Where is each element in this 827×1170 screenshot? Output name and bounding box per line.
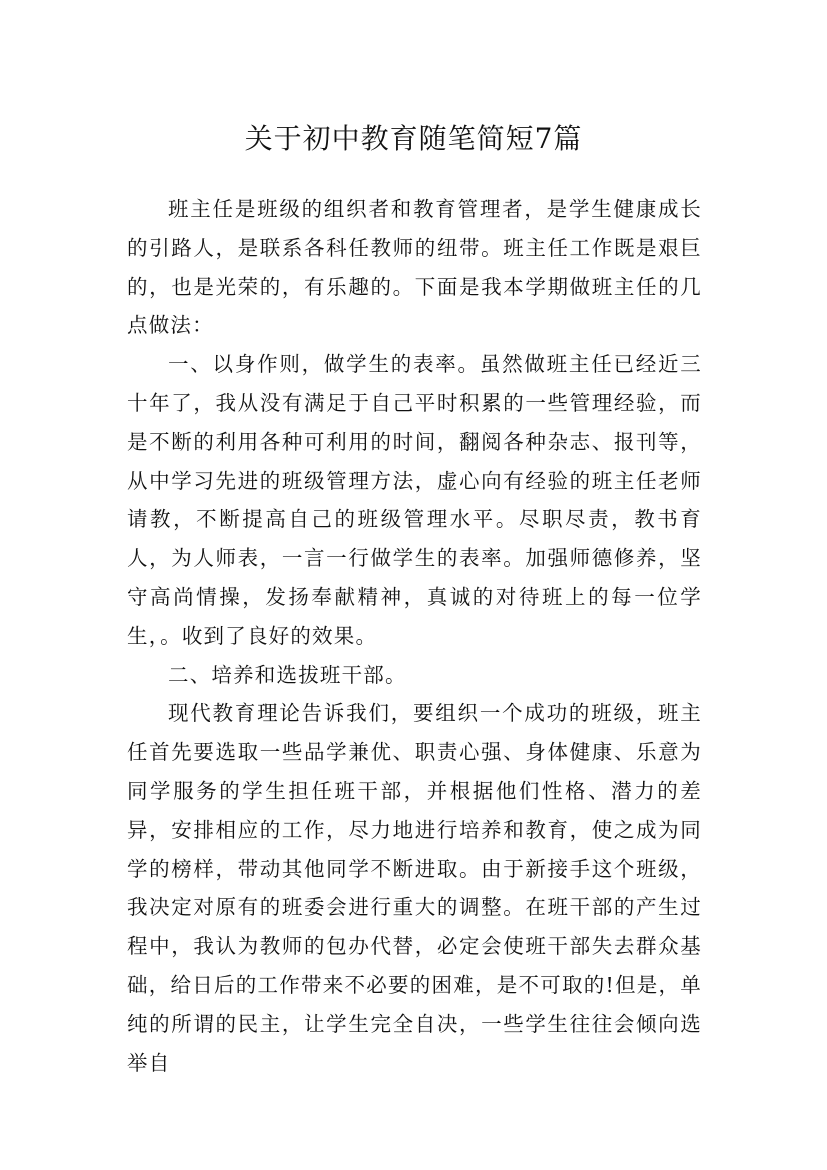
document-title: 关于初中教育随笔简短7篇 — [244, 121, 583, 155]
document-body — [127, 190, 702, 1082]
paragraph-intro: 班主任是班级的组织者和教育管理者，是学生健康成长的引路人，是联系各科任教师的纽带。班主任工作既是艰巨的，也是光荣的，有乐趣的。下面是我本学期做班主任的几点做法： — [127, 197, 702, 338]
paragraph-point-one: 一、以身作则，做学生的表率。虽然做班主任已经近三十年了，我从没有满足于自己平时积累的一些管理经验，而是不断的利用各种可利用的时间，翻阅各种杂志、报刊等，从中学习先进的班级管理方法，虚心向有经验的班主任老师请教，不断提高自己的班级管理水平。尽职尽责，教书育人，为人师表，一言一行做学生的表率。加强师德修养，坚守高尚情操，发扬奉献精神，真诚的对待班上的每一位学生，。收到了良好的效果。 — [127, 352, 702, 648]
paragraph-point-two-heading: 二、培养和选拔班干部。 — [168, 662, 407, 687]
paragraph-point-two-body: 现代教育理论告诉我们，要组织一个成功的班级，班主任首先要选取一些品学兼优、职责心强、身体健康、乐意为同学服务的学生担任班干部，并根据他们性格、潜力的差异，安排相应的工作，尽力地进行培养和教育，使之成为同学的榜样，带动其他同学不断进取。由于新接手这个班级，我决定对原有的班委会进行重大的调整。在班干部的产生过程中，我认为教师的包办代替，必定会使班干部失去群众基础，给日后的工作带来不必要的困难，是不可取的!但是，单纯的所谓的民主，让学生完全自决，一些学生往往会倾向选举自 — [127, 701, 702, 1075]
